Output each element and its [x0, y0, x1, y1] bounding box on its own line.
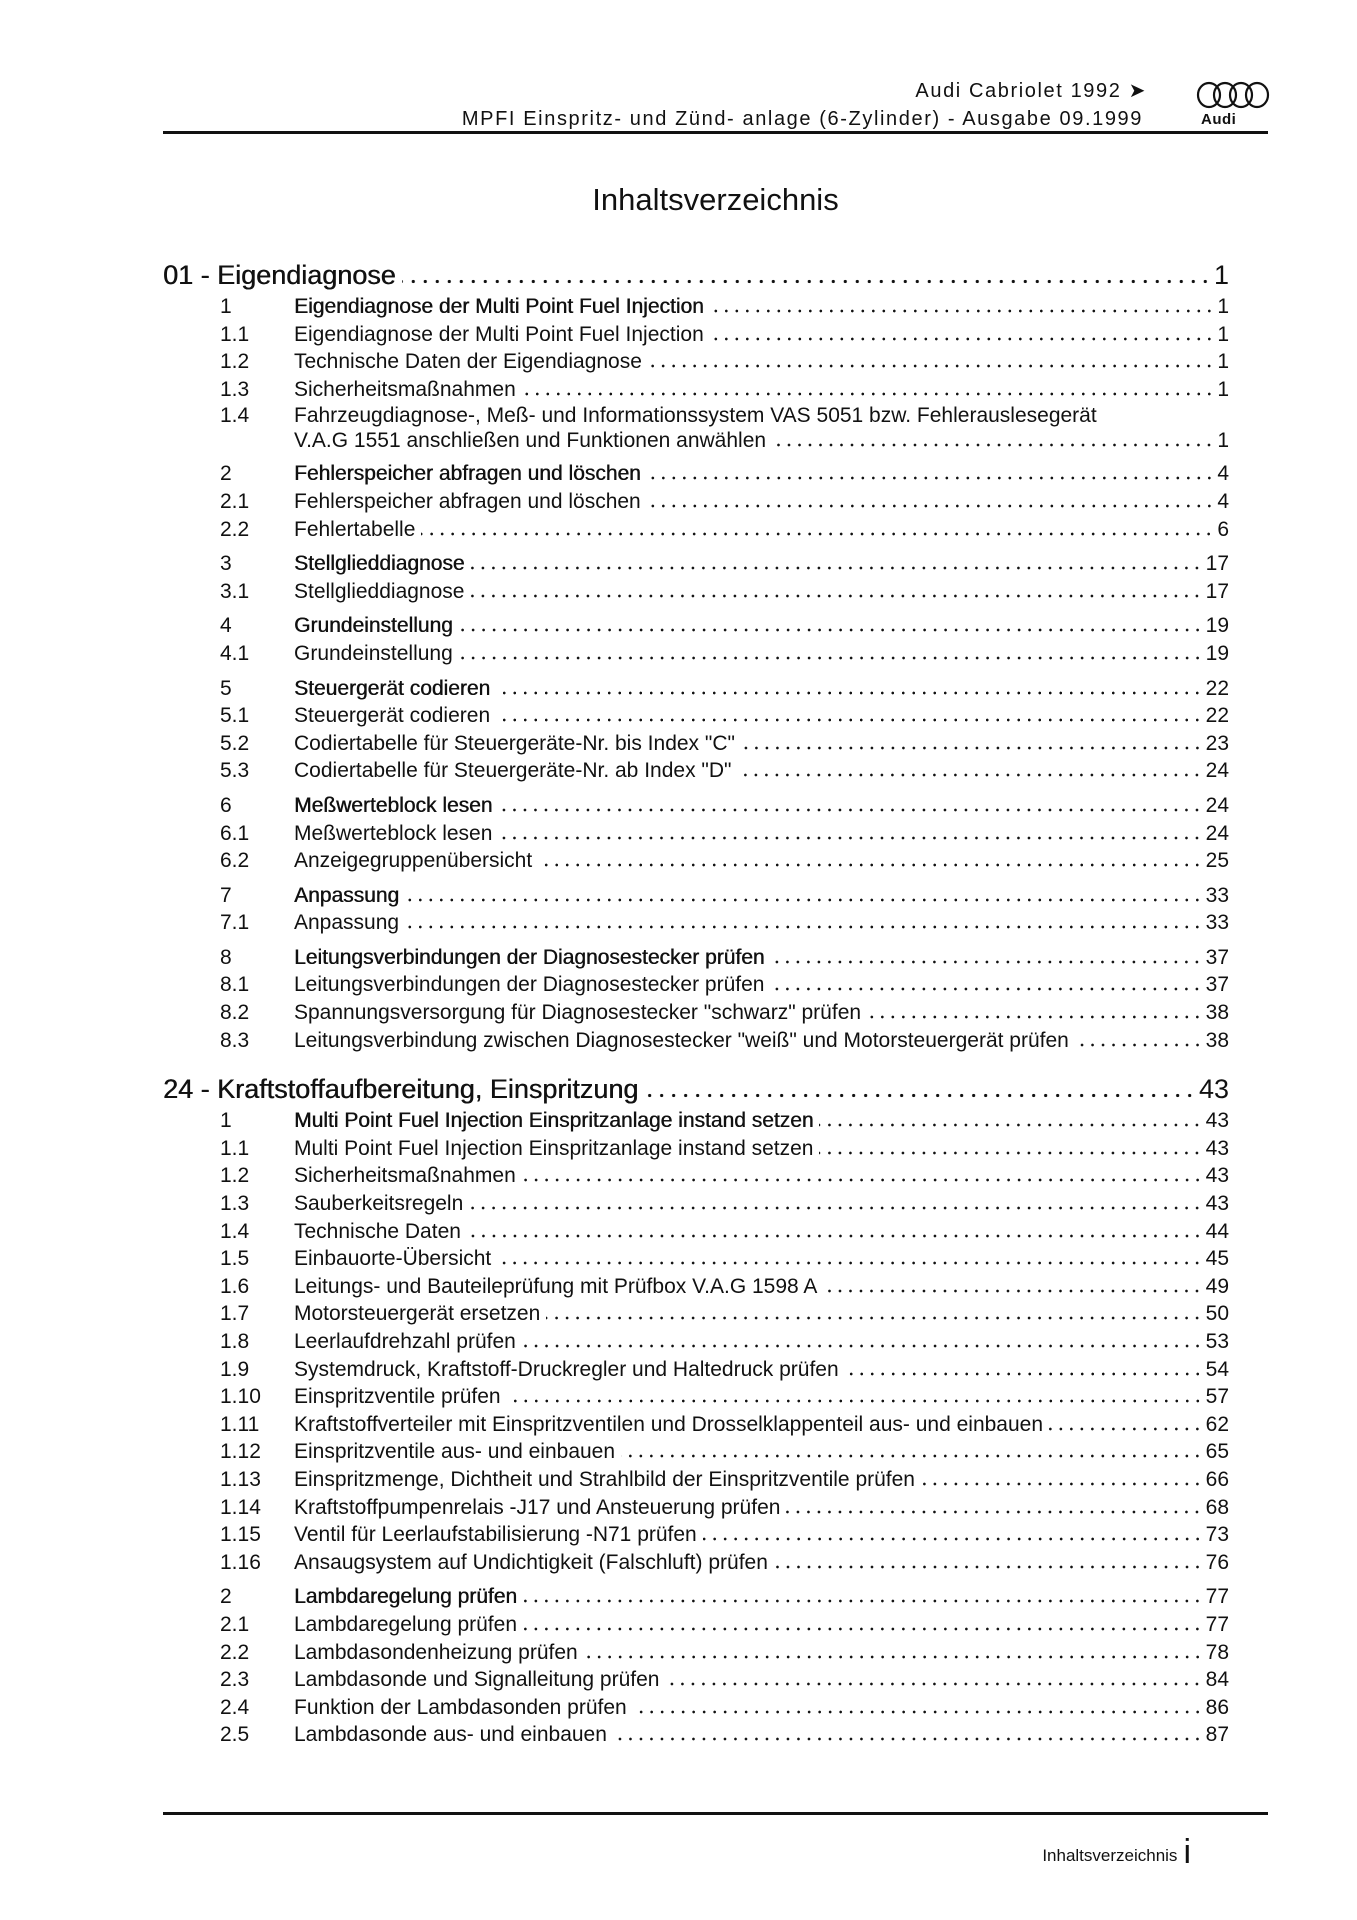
entry-number: 8: [220, 945, 232, 969]
entry-page: 43: [1198, 1074, 1229, 1105]
toc-section[interactable]: [163, 612, 1229, 640]
entry-page: 1: [1213, 260, 1229, 290]
toc-entry[interactable]: [163, 1328, 1229, 1356]
dot-leader: [523, 1627, 1203, 1631]
toc-section[interactable]: [163, 675, 1229, 703]
entry-title: Lambdaregelung prüfen: [294, 1585, 518, 1609]
entry-page: 87: [1205, 1723, 1229, 1747]
entry-number: 5.3: [220, 759, 250, 783]
dot-leader: [648, 364, 1214, 368]
entry-title: Ansaugsystem auf Undichtigkeit (Falschluft) prüfen: [294, 1550, 768, 1574]
toc-entry[interactable]: [163, 1218, 1229, 1246]
toc-entry[interactable]: [163, 1549, 1229, 1577]
entry-title: Lambdasondenheizung prüfen: [294, 1640, 578, 1664]
dot-leader: [845, 1372, 1203, 1376]
entry-page: 24: [1205, 821, 1229, 845]
entry-number: 1.8: [220, 1330, 250, 1353]
entry-page: 37: [1205, 973, 1229, 997]
entry-title: Einspritzventile prüfen: [294, 1385, 501, 1409]
dot-leader: [819, 1151, 1202, 1155]
toc-entry[interactable]: [163, 702, 1229, 730]
entry-page: 78: [1205, 1640, 1229, 1664]
dot-leader: [405, 925, 1203, 929]
entry-title: Kraftstoffpumpenrelais -J17 und Ansteuerung prüfen: [294, 1495, 781, 1519]
header-model: Audi Cabriolet 1992 ➤: [915, 80, 1147, 102]
toc-entry[interactable]: [163, 488, 1229, 516]
toc-entry[interactable]: [163, 999, 1229, 1027]
entry-title: Leitungsverbindungen der Diagnosestecker prüfen: [294, 945, 765, 969]
audi-rings-logo-icon: [1196, 80, 1270, 110]
entry-page: 4: [1217, 462, 1229, 486]
entry-number: 1.15: [220, 1523, 261, 1547]
toc-entry[interactable]: [163, 1666, 1229, 1694]
entry-page: 37: [1205, 945, 1229, 969]
entry-page: 73: [1205, 1523, 1229, 1547]
dot-leader: [621, 1454, 1203, 1458]
table-of-contents: [163, 257, 1229, 1749]
entry-page: 19: [1205, 641, 1229, 665]
toc-entry[interactable]: [163, 1639, 1229, 1667]
entry-title: Stellglieddiagnose: [294, 579, 465, 603]
dot-leader: [584, 1655, 1203, 1659]
toc-entry[interactable]: [163, 516, 1229, 544]
entry-title: Eigendiagnose der Multi Point Fuel Injection: [294, 295, 704, 318]
toc-entry[interactable]: [163, 1611, 1229, 1639]
entry-title: Anpassung: [294, 911, 400, 935]
entry-number: 1.1: [220, 322, 250, 346]
entry-number: 1.14: [220, 1495, 261, 1519]
entry-page: 43: [1205, 1136, 1229, 1160]
entry-number: 5.1: [220, 704, 250, 728]
dot-leader: [467, 1234, 1203, 1238]
entry-number: 2.4: [220, 1695, 250, 1719]
toc-section[interactable]: [163, 944, 1229, 972]
entry-number: 1.6: [220, 1274, 250, 1298]
entry-title: Leitungs- und Bauteileprüfung mit Prüfbox V.A.G 1598 A: [294, 1274, 818, 1298]
dot-leader: [1075, 1043, 1203, 1047]
entry-title: Meßwerteblock lesen: [294, 821, 493, 845]
dot-leader: [710, 309, 1215, 313]
dot-leader: [644, 1093, 1196, 1098]
entry-title: Multi Point Fuel Injection Einspritzanlage instand setzen: [294, 1136, 814, 1160]
toc-entry[interactable]: [163, 1300, 1229, 1328]
toc-chapter[interactable]: [163, 1071, 1229, 1107]
dot-leader: [703, 1537, 1203, 1541]
toc-entry[interactable]: [163, 1273, 1229, 1301]
entry-title-continued: V.A.G 1551 anschließen und Funktionen anwählen: [294, 429, 767, 453]
entry-page: 22: [1205, 704, 1229, 728]
dot-leader: [498, 836, 1202, 840]
dot-leader: [772, 443, 1214, 447]
entry-title: 24 - Kraftstoffaufbereitung, Einspritzung: [163, 1074, 639, 1105]
entry-number: 1.4: [220, 1219, 250, 1243]
entry-page: 24: [1205, 759, 1229, 783]
entry-title: Anpassung: [294, 883, 400, 907]
dot-leader: [613, 1737, 1203, 1741]
toc-entry[interactable]: [163, 1162, 1229, 1190]
footer-label: Inhaltsverzeichnis: [1042, 1846, 1178, 1865]
entry-page: 6: [1217, 517, 1229, 541]
entry-title: Fehlerspeicher abfragen und löschen: [294, 489, 641, 513]
entry-title: Einspritzventile aus- und einbauen: [294, 1440, 616, 1464]
entry-page: 44: [1205, 1219, 1229, 1243]
toc-entry[interactable]: [163, 1356, 1229, 1384]
dot-leader: [665, 1682, 1202, 1686]
toc-section[interactable]: [163, 792, 1229, 820]
entry-title: Grundeinstellung: [294, 614, 453, 638]
entry-title: Anzeigegruppenübersicht: [294, 849, 533, 873]
entry-title: Steuergerät codieren: [294, 676, 491, 700]
entry-title: Meßwerteblock lesen: [294, 793, 493, 817]
entry-page: 62: [1205, 1412, 1229, 1436]
entry-page: 43: [1205, 1192, 1229, 1216]
entry-title: Stellglieddiagnose: [294, 552, 465, 576]
entry-title: Lambdasonde und Signalleitung prüfen: [294, 1668, 660, 1692]
entry-number: 1: [220, 1109, 232, 1133]
toc-entry[interactable]: [163, 348, 1229, 376]
toc-entry[interactable]: [163, 1694, 1229, 1722]
entry-page: 86: [1205, 1695, 1229, 1719]
entry-page: 50: [1205, 1302, 1229, 1326]
entry-number: 2.2: [220, 1640, 250, 1664]
entry-number: 1.7: [220, 1302, 250, 1326]
toc-section[interactable]: [163, 882, 1229, 910]
entry-page: 38: [1205, 1001, 1229, 1025]
entry-title: Lambdaregelung prüfen: [294, 1612, 518, 1636]
toc-section[interactable]: [163, 1583, 1229, 1611]
entry-number: 6: [220, 793, 232, 817]
entry-title: Kraftstoffverteiler mit Einspritzventilen und Drosselklappenteil aus- und einbauen: [294, 1412, 1044, 1436]
toc-entry[interactable]: [163, 909, 1229, 937]
toc-section[interactable]: [163, 1107, 1229, 1135]
toc-entry[interactable]: [163, 1190, 1229, 1218]
entry-title: Spannungsversorgung für Diagnosestecker "schwarz" prüfen: [294, 1001, 862, 1025]
dot-leader: [710, 337, 1215, 341]
entry-title: Leerlaufdrehzahl prüfen: [294, 1330, 516, 1353]
entry-title: Eigendiagnose der Multi Point Fuel Injection: [294, 322, 704, 346]
dot-leader: [737, 773, 1202, 777]
dot-leader: [470, 566, 1202, 570]
entry-title: Leitungsverbindung zwischen Diagnosestecker "weiß" und Motorsteuergerät prüfen: [294, 1028, 1069, 1052]
entry-page: 49: [1205, 1274, 1229, 1298]
entry-number: 4: [220, 614, 232, 638]
dot-leader: [1049, 1427, 1203, 1431]
dot-leader: [459, 656, 1203, 660]
entry-title: 01 - Eigendiagnose: [163, 260, 396, 290]
entry-number: 2: [220, 1585, 232, 1609]
entry-number: 6.1: [220, 821, 250, 845]
entry-page: 1: [1217, 322, 1229, 346]
dot-leader: [470, 594, 1202, 598]
entry-title: Einbauorte-Übersicht: [294, 1247, 492, 1271]
toc-entry[interactable]: [163, 1245, 1229, 1273]
entry-number: 1.5: [220, 1247, 250, 1271]
entry-number: 1.4: [220, 404, 250, 428]
toc-entry[interactable]: [163, 376, 1229, 404]
entry-title: Lambdasonde aus- und einbauen: [294, 1723, 607, 1747]
dot-leader: [421, 532, 1214, 536]
entry-page: 57: [1205, 1385, 1229, 1409]
entry-title: Codiertabelle für Steuergeräte-Nr. ab Index "D": [294, 759, 732, 783]
entry-page: 4: [1217, 489, 1229, 513]
entry-number: 1.13: [220, 1467, 261, 1491]
entry-number: 5: [220, 676, 232, 700]
entry-title: Technische Daten: [294, 1219, 461, 1243]
entry-page: 17: [1205, 579, 1229, 603]
dot-leader: [546, 1316, 1202, 1320]
dot-leader: [469, 1206, 1202, 1210]
toc-entry[interactable]: [163, 1438, 1229, 1466]
entry-title: Ventil für Leerlaufstabilisierung -N71 prüfen: [294, 1523, 697, 1547]
entry-page: 24: [1205, 793, 1229, 817]
entry-page: 77: [1205, 1612, 1229, 1636]
entry-title: Einspritzmenge, Dichtheit und Strahlbild der Einspritzventile prüfen: [294, 1467, 915, 1491]
entry-number: 1: [220, 295, 232, 318]
dot-leader: [459, 628, 1203, 632]
audi-brand-logo: Audi: [1201, 111, 1237, 128]
entry-page: 65: [1205, 1440, 1229, 1464]
entry-page: 38: [1205, 1028, 1229, 1052]
entry-title: Leitungsverbindungen der Diagnosestecker prüfen: [294, 973, 765, 997]
entry-page: 84: [1205, 1668, 1229, 1692]
entry-number: 8.2: [220, 1001, 250, 1025]
entry-title: Motorsteuergerät ersetzen: [294, 1302, 541, 1326]
entry-number: 1.3: [220, 1192, 250, 1216]
dot-leader: [786, 1510, 1202, 1514]
entry-page: 17: [1205, 552, 1229, 576]
dot-leader: [522, 1344, 1203, 1348]
toc-entry[interactable]: [163, 730, 1229, 758]
entry-title: Sauberkeitsregeln: [294, 1192, 464, 1216]
toc-chapter[interactable]: [163, 257, 1229, 293]
toc-section[interactable]: [163, 460, 1229, 488]
entry-title: Codiertabelle für Steuergeräte-Nr. bis Index "C": [294, 731, 735, 755]
entry-page: 68: [1205, 1495, 1229, 1519]
entry-page: 23: [1205, 731, 1229, 755]
entry-number: 6.2: [220, 849, 250, 873]
toc-entry[interactable]: [163, 321, 1229, 349]
entry-page: 1: [1217, 350, 1229, 374]
toc-entry[interactable]: [163, 1027, 1229, 1055]
header-rule: [163, 131, 1268, 134]
footer: [1042, 1833, 1191, 1872]
entry-number: 1.9: [220, 1357, 250, 1381]
toc-entry[interactable]: [163, 1411, 1229, 1439]
entry-title: Systemdruck, Kraftstoff-Druckregler und Haltedruck prüfen: [294, 1357, 839, 1381]
entry-page: 1: [1217, 429, 1229, 453]
toc-entry[interactable]: [163, 1466, 1229, 1494]
dot-leader: [507, 1399, 1203, 1403]
toc-entry[interactable]: [163, 847, 1229, 875]
entry-page: 1: [1217, 377, 1229, 401]
entry-page: 76: [1205, 1550, 1229, 1574]
entry-number: 7: [220, 883, 232, 907]
dot-leader: [496, 691, 1203, 695]
dot-leader: [770, 960, 1202, 964]
dot-leader: [921, 1482, 1203, 1486]
toc-entry[interactable]: [163, 1135, 1229, 1163]
entry-title: Sicherheitsmaßnahmen: [294, 377, 516, 401]
toc-entry[interactable]: [163, 1494, 1229, 1522]
toc-entry[interactable]: [163, 1521, 1229, 1549]
dot-leader: [522, 1178, 1203, 1182]
entry-number: 3: [220, 552, 232, 576]
dot-leader: [497, 1261, 1202, 1265]
entry-number: 2.1: [220, 1612, 250, 1636]
entry-number: 2.3: [220, 1668, 250, 1692]
dot-leader: [823, 1289, 1202, 1293]
entry-page: 43: [1205, 1164, 1229, 1188]
entry-page: 33: [1205, 883, 1229, 907]
entry-title: Steuergerät codieren: [294, 704, 491, 728]
entry-number: 1.3: [220, 377, 250, 401]
toc-entry[interactable]: [163, 820, 1229, 848]
entry-title: Grundeinstellung: [294, 641, 453, 665]
toc-section[interactable]: [163, 550, 1229, 578]
entry-number: 2: [220, 462, 232, 486]
dot-leader: [819, 1123, 1202, 1127]
toc-entry[interactable]: [163, 578, 1229, 606]
dot-leader: [647, 504, 1215, 508]
dot-leader: [633, 1710, 1203, 1714]
entry-title: Fehlerspeicher abfragen und löschen: [294, 462, 641, 486]
entry-number: 1.11: [220, 1412, 260, 1436]
dot-leader: [523, 1599, 1203, 1603]
entry-title: Multi Point Fuel Injection Einspritzanlage instand setzen: [294, 1109, 814, 1133]
dot-leader: [402, 279, 1211, 284]
entry-page: 53: [1205, 1330, 1229, 1353]
entry-number: 1.1: [220, 1136, 250, 1160]
entry-title: Fahrzeugdiagnose-, Meß- und Informationssystem VAS 5051 bzw. Fehlerauslesegerät: [294, 404, 1097, 428]
entry-title: Fehlertabelle: [294, 517, 416, 541]
entry-number: 1.10: [220, 1385, 261, 1409]
entry-page: 19: [1205, 614, 1229, 638]
entry-number: 8.1: [220, 973, 250, 997]
entry-number: 1.16: [220, 1550, 261, 1574]
dot-leader: [867, 1015, 1203, 1019]
entry-number: 1.2: [220, 350, 250, 374]
dot-leader: [496, 718, 1203, 722]
dot-leader: [770, 987, 1202, 991]
dot-leader: [774, 1565, 1203, 1569]
footer-page-number: i: [1183, 1833, 1191, 1871]
dot-leader: [741, 746, 1203, 750]
entry-number: 1.12: [220, 1440, 261, 1464]
footer-rule: [163, 1812, 1268, 1815]
dot-leader: [538, 863, 1202, 867]
entry-number: 2.5: [220, 1723, 250, 1747]
entry-number: 5.2: [220, 731, 250, 755]
entry-title: Funktion der Lambdasonden prüfen: [294, 1695, 627, 1719]
entry-page: 66: [1205, 1467, 1229, 1491]
toc-entry[interactable]: [163, 1721, 1229, 1749]
entry-number: 3.1: [220, 579, 250, 603]
toc-section[interactable]: [163, 293, 1229, 321]
page-title: Inhaltsverzeichnis: [592, 182, 839, 217]
entry-title: Sicherheitsmaßnahmen: [294, 1164, 516, 1188]
toc-entry[interactable]: [163, 640, 1229, 668]
entry-page: 1: [1217, 295, 1229, 318]
toc-entry[interactable]: [163, 1383, 1229, 1411]
header-subtitle: MPFI Einspritz- und Zünd- anlage (6-Zylinder) - Ausgabe 09.1999: [461, 108, 1143, 130]
dot-leader: [522, 392, 1215, 396]
entry-number: 2.2: [220, 517, 250, 541]
entry-number: 4.1: [220, 641, 250, 665]
entry-page: 25: [1205, 849, 1229, 873]
entry-page: 77: [1205, 1585, 1229, 1609]
dot-leader: [647, 476, 1215, 480]
dot-leader: [405, 898, 1203, 902]
entry-number: 7.1: [220, 911, 250, 935]
entry-page: 45: [1205, 1247, 1229, 1271]
entry-page: 54: [1205, 1357, 1229, 1381]
entry-number: 2.1: [220, 489, 250, 513]
dot-leader: [498, 808, 1202, 812]
entry-page: 33: [1205, 911, 1229, 935]
entry-title: Technische Daten der Eigendiagnose: [294, 350, 642, 374]
entry-number: 8.3: [220, 1028, 250, 1052]
entry-number: 1.2: [220, 1164, 250, 1188]
entry-page: 22: [1205, 676, 1229, 700]
toc-entry[interactable]: [163, 403, 1229, 453]
entry-page: 43: [1205, 1109, 1229, 1133]
toc-entry[interactable]: [163, 757, 1229, 785]
toc-entry[interactable]: [163, 971, 1229, 999]
